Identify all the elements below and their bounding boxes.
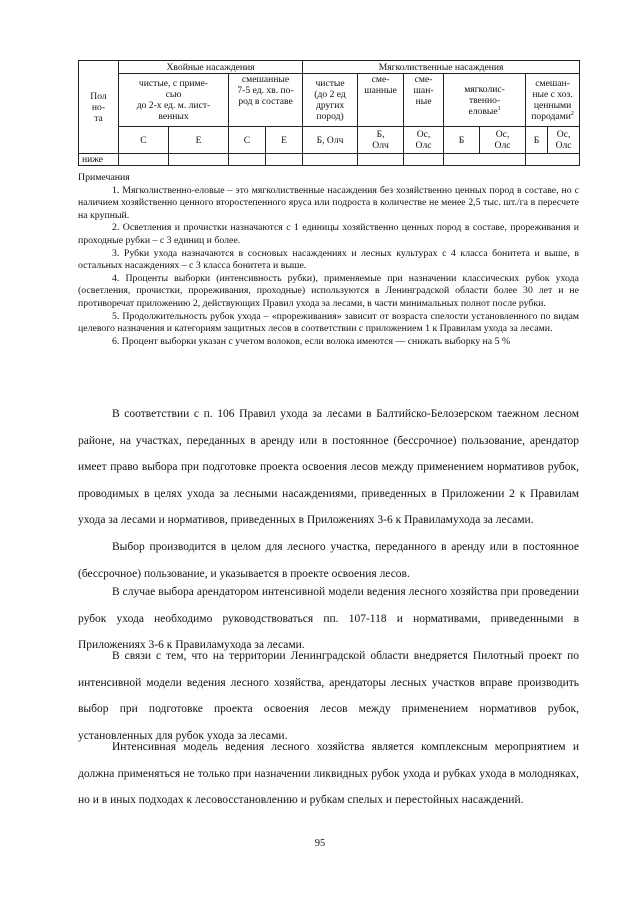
notes-section: [78, 172, 579, 348]
cell-species: С: [119, 127, 169, 154]
paragraph-text: В соответствии с п. 106 Правил ухода за лесами в Балтийско-Белозерском таежном лесном районе, на участках, переданных в аренду или в постоянное (бессрочное) пользование, арендатор имеет право выбора при подготовке проекта освоения лесов между применением нормативов рубок, проводимых в целях ухода за лесными насаждениями, приведенных в Приложении 2 к Правилам ухода за лесами и нормативов, приведенных в Приложениях 3-6 к Правиламухода за лесами.: [78, 408, 579, 526]
header-deciduous-group: Мягколиственные насаждения: [303, 61, 580, 74]
note-3: 3. Рубки ухода назначаются в сосновых насаждениях и лесных культурах с 4 класса бонитета и выше, в остальных насаждениях – с 3 класса бонитета и выше.: [78, 247, 579, 272]
table-cell: [169, 154, 229, 166]
note-6: 6. Процент выборки указан с учетом волоков, если волока имеются — снижать выборку на 5 %: [112, 335, 511, 347]
thinning-table: [78, 60, 580, 166]
table-cell: [444, 154, 526, 166]
table-cell: [526, 154, 580, 166]
notes-title: Примечания: [78, 172, 130, 183]
cell-species: С: [229, 127, 266, 154]
page-number: 95: [314, 838, 326, 849]
cell-species: Ос, Олс: [480, 127, 526, 154]
paragraph-text: Выбор производится в целом для лесного участка, переданного в аренду или в постоянное (бессрочное) пользование, и указывается в проекте освоения лесов.: [78, 541, 579, 580]
note-4: 4. Проценты выборки (интенсивность рубки), применяемые при назначении классических рубок ухода (осветления, прочистки, прореживания, проходные) используются в Ленинградской области более 30 лет и не противоречат приложению 2, действующих Правил ухода за лесами, в части минимальных полнот после рубки.: [78, 272, 579, 309]
paragraph-text: В случае выбора арендатором интенсивной модели ведения лесного хозяйства при проведении рубок ухода необходимо руководствоваться пп. 107-118 и нормативами, приведенными в Приложениях 3-6 к Правиламухода за лесами.: [78, 586, 579, 651]
cell-species: Б, Олч: [358, 127, 404, 154]
cell-species: Б, Олч: [303, 127, 358, 154]
table-cell: [404, 154, 444, 166]
cell-species: Ос, Олс: [548, 127, 580, 154]
table-cell: [229, 154, 266, 166]
header-conifer-group: Хвойные насаждения: [119, 61, 303, 74]
header-mixed-econ: [526, 74, 580, 127]
note-2: 2. Осветления и прочистки назначаются с 1 единицы хозяйственно ценных пород в составе, прореживания и проходные рубки – с 3 единиц и более.: [78, 222, 579, 246]
table-cell: [119, 154, 169, 166]
row-label-below: ниже: [79, 154, 119, 166]
header-mixed-deciduous-2: сме- шан- ные: [404, 74, 444, 127]
header-soft-spruce-text: мягколис- твенно- еловые: [464, 83, 505, 117]
header-pure-conifer: чистые, с приме- сью до 2-х ед. м. лист- венных: [119, 74, 229, 127]
header-fullness: Пол но- та: [79, 61, 119, 154]
header-mixed-econ-text: смешан- ные с хоз. ценными породами: [531, 78, 573, 122]
cell-species: Б: [526, 127, 548, 154]
paragraph-5: [78, 734, 579, 814]
paragraph-text: Интенсивная модель ведения лесного хозяйства является комплексным мероприятием и должна применяться не только при назначении ликвидных рубок ухода и рубках ухода в молодняках, но и в иных подходах к лесовосстановлению и рубкам спелых и перестойных насаждений.: [78, 741, 579, 806]
paragraph-text: В связи с тем, что на территории Ленинградской области внедряется Пилотный проект по интенсивной модели ведения лесного хозяйства, арендаторы лесных участков вправе производить выбор при подготовке проекта освоения лесов между применением нормативов рубок, установленных для рубок ухода за лесами.: [78, 650, 579, 742]
cell-species: Е: [169, 127, 229, 154]
paragraph-1: [78, 401, 579, 534]
note-1: 1. Мягколиственно-еловые – это мягколиственные насаждения без хозяйственно ценных пород в составе, но с наличием хозяйственно ценного второстепенного яруса или подроста в количестве не менее 2,5 тыс. шт./га в пересчете на крупный.: [78, 184, 579, 221]
table-cell: [358, 154, 404, 166]
cell-species: Ос, Олс: [404, 127, 444, 154]
table-cell: [303, 154, 358, 166]
note-5: 5. Продолжительность рубок ухода – «прореживания» зависит от возраста спелости установленного по видам целевого назначения и категориям защитных лесов в соответствии с приложением 1 к Правилам ухода за лесами.: [78, 310, 579, 335]
header-mixed-conifer: смешанные 7-5 ед. хв. по- род в составе: [229, 74, 303, 127]
header-soft-spruce: [444, 74, 526, 127]
cell-species: Е: [266, 127, 303, 154]
header-mixed-deciduous-1: сме- шанные: [358, 74, 404, 127]
footnote-mark-2: 2: [570, 110, 574, 117]
footnote-mark-1: 1: [497, 105, 501, 112]
table-cell: [266, 154, 303, 166]
cell-species: Б: [444, 127, 480, 154]
header-pure-deciduous: чистые (до 2 ед других пород): [303, 74, 358, 127]
